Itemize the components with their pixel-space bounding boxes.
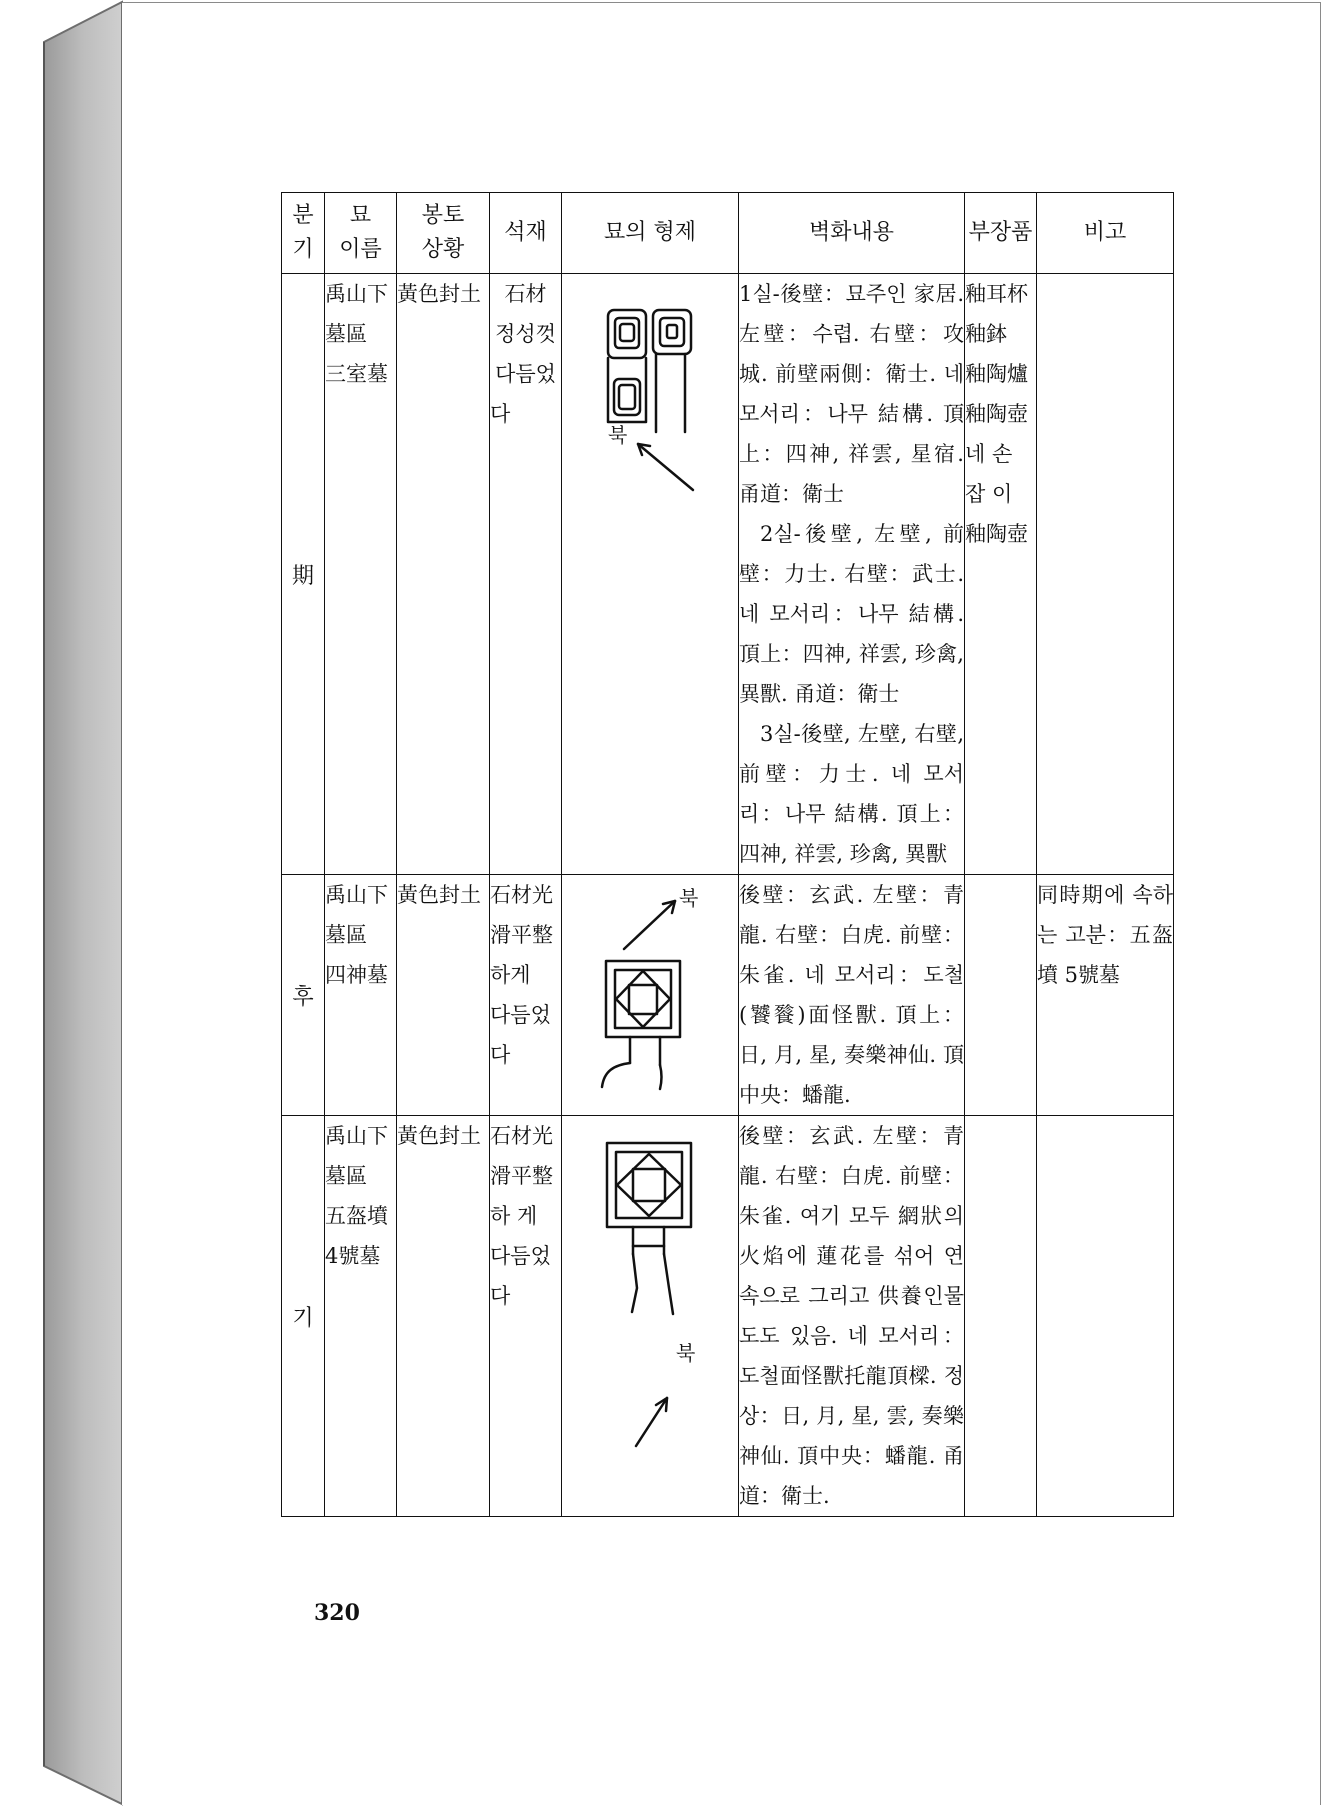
tomb-name-line: 四神墓: [325, 963, 388, 987]
tomb-name-line: 墓區: [325, 1164, 367, 1188]
stone-line: 다: [490, 1043, 511, 1067]
stone-line: 다듬었: [490, 1003, 551, 1027]
tomb-name-line: 禹山下: [325, 1124, 388, 1148]
grave-goods-item: 네 손: [965, 442, 1013, 466]
stone-line: 다: [490, 1284, 511, 1308]
stone-line: 滑平整: [490, 923, 553, 947]
stone-line: 하게: [490, 963, 531, 987]
north-label: 북: [676, 1341, 696, 1365]
tomb-name-cell: [325, 274, 397, 875]
header-mound-line2: 상황: [421, 237, 465, 262]
grave-goods-item: 釉耳杯: [965, 282, 1028, 306]
mural-paragraph: 1실-後壁：묘주인 家居. 左壁：수렵. 右壁：攻城. 前壁兩側：衛士. 네 모서리：나무 結構. 頂上：四神, 祥雲, 星宿. 甬道：衛士: [739, 282, 964, 506]
table-row: [282, 274, 1174, 875]
stone-line: 石材光: [490, 1124, 553, 1148]
tomb-name-line: 墓區: [325, 322, 367, 346]
grave-goods-item: 釉陶爐: [965, 362, 1028, 386]
tomb-name-line: 五盔墳: [325, 1204, 388, 1228]
stone-cell: [490, 1116, 562, 1517]
stone-line: 石材: [504, 282, 547, 306]
header-grave-goods: 부장품: [965, 193, 1037, 274]
period-cell: 기: [282, 1116, 325, 1517]
mound-cell: 黃色封土: [397, 875, 490, 1116]
stone-cell: [490, 274, 562, 875]
mural-cell: [739, 1116, 965, 1517]
period-cell: 후: [282, 875, 325, 1116]
north-label: 북: [608, 423, 628, 447]
header-tomb-name: [325, 193, 397, 274]
note-cell: [1037, 274, 1174, 875]
tomb-name-line: 禹山下: [325, 883, 388, 907]
north-arrow: [636, 1398, 667, 1446]
stone-cell: [490, 875, 562, 1116]
stone-line: 하 게: [490, 1204, 538, 1228]
north-label: 북: [679, 886, 699, 910]
grave-goods-item: 釉陶壺: [965, 402, 1028, 426]
header-tomb-name-line1: 묘: [349, 203, 372, 228]
period-cell: 期: [282, 274, 325, 875]
mural-paragraph: 3실-後壁, 左壁, 右壁, 前壁：力士. 네 모서리：나무 結構. 頂上：四神, 祥雲, 珍禽, 異獸: [739, 722, 964, 866]
mural-cell: [739, 875, 965, 1116]
mural-cell: [739, 274, 965, 875]
three-chamber-tomb-plan: [562, 274, 737, 504]
tomb-form-cell: [562, 1116, 739, 1517]
tomb-form-cell: [562, 875, 739, 1116]
mural-paragraph: 後壁：玄武. 左壁：青龍. 右壁：白虎. 前壁：朱雀. 여기 모두 網狀의 火焰에 蓮花를 섞어 연속으로 그리고 供養인물도도 있음. 네 모서리：도철面怪獸托龍頂樑. 정상：日, 月, 星, 雲, 奏樂神仙. 頂中央：蟠龍. 甬道：衛士.: [739, 1124, 964, 1508]
header-period: 분기: [282, 193, 325, 274]
four-spirits-tomb-plan: [562, 875, 737, 1105]
stone-line: 滑平整: [490, 1164, 553, 1188]
header-tomb-name-line2: 이름: [339, 237, 382, 262]
stone-line: 石材光: [490, 883, 553, 907]
stone-line: 정성껏: [495, 322, 556, 346]
grave-goods-item: 釉鉢: [965, 322, 1007, 346]
tomb-name-line: 三室墓: [325, 362, 388, 386]
mural-paragraph: 後壁：玄武. 左壁：青龍. 右壁：白虎. 前壁：朱雀. 네 모서리：도철(饕餮)面怪獸. 頂上：日, 月, 星, 奏樂神仙. 頂中央：蟠龍.: [739, 883, 964, 1107]
header-stone: 석재: [490, 193, 562, 274]
header-mound-line1: 봉토: [421, 203, 465, 228]
table-row: [282, 1116, 1174, 1517]
header-mural: 벽화내용: [739, 193, 965, 274]
grave-goods-cell: [965, 875, 1037, 1116]
tomb-name-cell: [325, 875, 397, 1116]
mound-cell: 黃色封土: [397, 1116, 490, 1517]
grave-goods-cell: [965, 1116, 1037, 1517]
tomb-name-line: 4號墓: [325, 1244, 381, 1268]
tomb-name-line: 墓區: [325, 923, 367, 947]
grave-goods-item: 釉陶壺: [965, 522, 1028, 546]
page-number: 320: [314, 1600, 360, 1626]
stone-line: 다듬었: [490, 1244, 551, 1268]
table-header-row: [282, 193, 1174, 274]
header-note: 비고: [1037, 193, 1174, 274]
tomb-form-cell: [562, 274, 739, 875]
header-tomb-form: 묘의 형제: [562, 193, 739, 274]
grave-goods-item: 잡 이: [965, 482, 1013, 506]
north-arrow: [638, 444, 693, 490]
stone-line: 다: [490, 402, 511, 426]
five-helmet-tomb-plan: [562, 1116, 737, 1501]
tomb-name-cell: [325, 1116, 397, 1517]
note-cell: [1037, 1116, 1174, 1517]
mound-cell: 黃色封土: [397, 274, 490, 875]
grave-goods-cell: [965, 274, 1037, 875]
tomb-table: [281, 192, 1174, 1517]
chamber-outline: [653, 310, 691, 354]
tomb-name-line: 禹山下: [325, 282, 388, 306]
mural-paragraph: 2실-後壁, 左壁, 前壁：力士. 右壁：武士. 네 모서리：나무 結構. 頂上：四神, 祥雲, 珍禽, 異獸. 甬道：衛士: [739, 522, 964, 706]
stone-line: 다듬었: [495, 362, 556, 386]
note-cell: 同時期에 속하는 고분：五盔墳 5號墓: [1037, 875, 1174, 1116]
header-mound: [397, 193, 490, 274]
table-row: [282, 875, 1174, 1116]
north-arrow: [624, 901, 675, 949]
